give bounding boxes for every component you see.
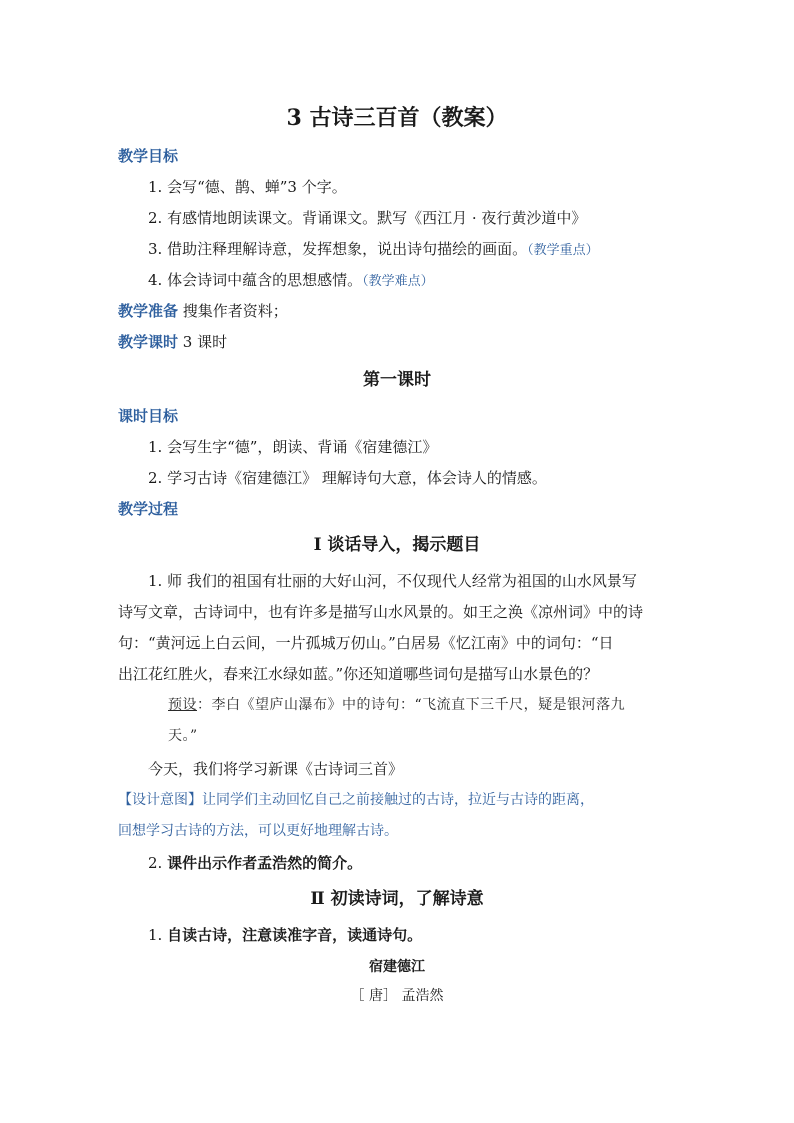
goal-item-3-tag: （教学重点） [527, 243, 599, 258]
section1-item-2-text: 课件出示作者孟浩然的简介。 [167, 854, 363, 872]
design-intent-line-1: 【设计意图】让同学们主动回忆自己之前接触过的古诗，拉近与古诗的距离， [118, 792, 594, 808]
goal-item-4-text: 体会诗词中蕴含的思想感情。 [167, 271, 363, 289]
section1-para-line-2: 诗写文章，古诗词中，也有许多是描写山水风景的。如王之涣《凉州词》中的诗 [118, 603, 644, 621]
section1-item-2 [148, 853, 362, 873]
section2-item-1-num: 1. [148, 926, 163, 944]
goal-item-1 [148, 177, 347, 197]
goal-item-4 [148, 270, 434, 292]
goal-item-4-tag: （教学难点） [362, 274, 434, 289]
preset-text-1: ：李白《望庐山瀑布》中的诗句：“飞流直下三千尺，疑是银河落九 [197, 697, 626, 713]
goal-item-2 [148, 208, 586, 228]
design-intent-line-2: 回想学习古诗的方法，可以更好地理解古诗。 [118, 823, 398, 839]
preset-label: 预设 [168, 697, 197, 713]
process-heading: 教学过程 [118, 500, 179, 518]
goal-item-3 [148, 239, 599, 261]
goal-item-4-num: 4. [148, 271, 163, 289]
section2-item-1-text: 自读古诗，注意读准字音，读通诗句。 [167, 926, 423, 944]
goal-item-2-num: 2. [148, 209, 163, 227]
today-line: 今天，我们将学习新课《古诗词三首》 [148, 760, 404, 778]
preset-line-1 [168, 695, 625, 715]
section1-para-line-1: 1. 师 我们的祖国有壮丽的大好山河，不仅现代人经常为祖国的山水风景写 [148, 572, 637, 590]
goal-item-3-num: 3. [148, 240, 163, 258]
hours-label: 教学课时 [118, 333, 179, 351]
section1-para-line-3: 句：“黄河远上白云间，一片孤城万仞山。”白居易《忆江南》中的词句：“日 [118, 634, 614, 652]
lesson1-heading: 第一课时 [363, 370, 431, 390]
hours-text: 3 课时 [182, 333, 228, 351]
poem-title: 宿建德江 [369, 959, 425, 975]
lesson-goal-1-text: 会写生字“德”，朗读、背诵《宿建德江》 [167, 438, 438, 456]
lesson-goal-2 [148, 468, 547, 488]
goal-item-2-text: 有感情地朗读课文。背诵课文。默写《西江月 · 夜行黄沙道中》 [167, 209, 587, 227]
goal-item-3-text: 借助注释理解诗意，发挥想象，说出诗句描绘的画面。 [167, 240, 528, 258]
lesson-goal-1-num: 1. [148, 438, 163, 456]
preset-line-2: 天。” [168, 728, 198, 744]
lesson-goal-2-num: 2. [148, 469, 163, 487]
goals-heading: 教学目标 [118, 147, 179, 165]
section1-heading: Ⅰ 谈话导入，揭示题目 [313, 535, 481, 555]
prep-label: 教学准备 [118, 302, 179, 320]
prep-line [118, 301, 288, 321]
section2-item-1 [148, 925, 422, 945]
lesson-goal-1 [148, 437, 437, 457]
goal-item-1-num: 1. [148, 178, 163, 196]
section1-para-line-4: 出江花红胜火，春来江水绿如蓝。”你还知道哪些词句是描写山水景色的？ [118, 665, 599, 683]
hours-line [118, 332, 227, 352]
goal-item-1-text: 会写“德、鹊、蝉”3 个字。 [167, 178, 347, 196]
prep-text: 搜集作者资料； [182, 302, 288, 320]
section1-item-2-num: 2. [148, 854, 163, 872]
document-title: 3 古诗三百首（教案） [286, 105, 508, 131]
lesson-goal-2-text: 学习古诗《宿建德江》 理解诗句大意，体会诗人的情感。 [167, 469, 547, 487]
section2-heading: Ⅱ 初读诗词，了解诗意 [310, 889, 484, 909]
lesson-goals-heading: 课时目标 [118, 407, 179, 425]
poem-author: ［ 唐］ 孟浩然 [350, 988, 444, 1004]
